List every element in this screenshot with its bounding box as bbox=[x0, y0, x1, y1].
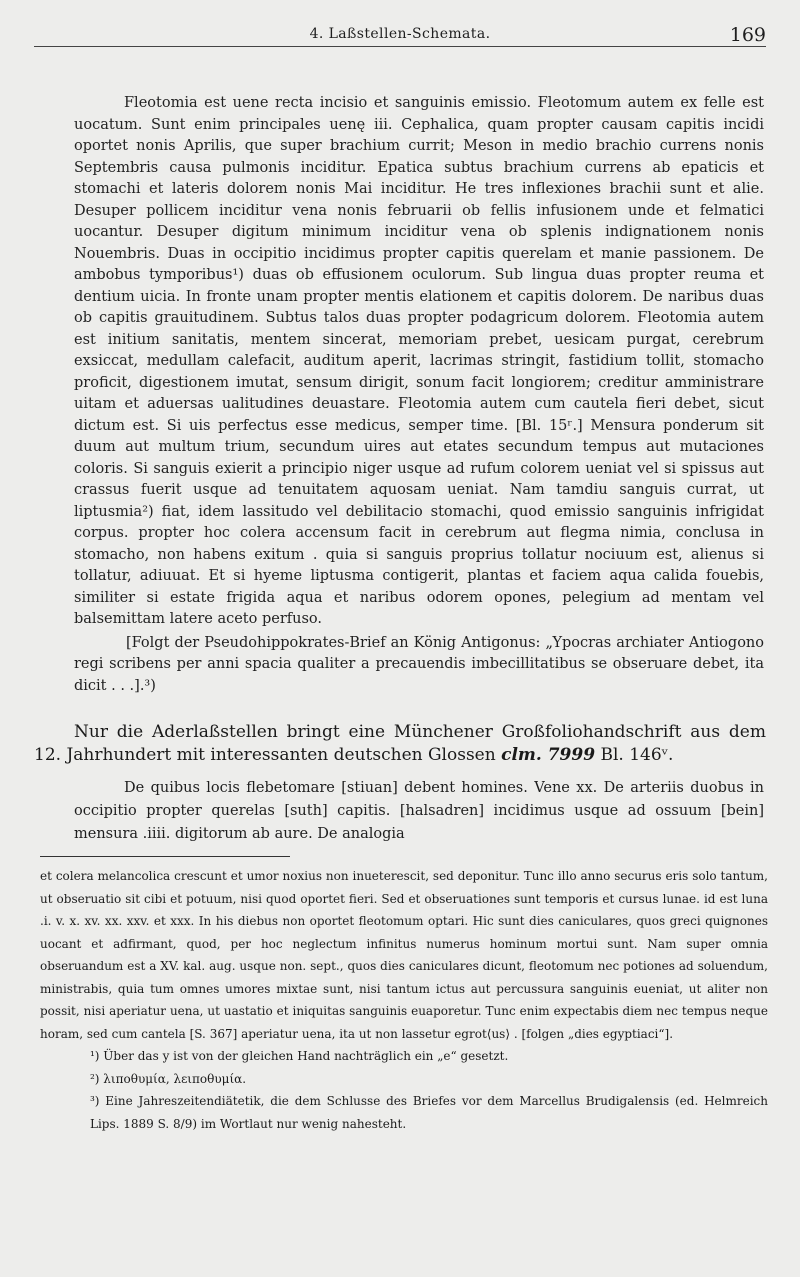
footnote-continuation: et colera melancolica crescunt et umor noxius non inueterescit, sed deponitur. Tunc illo anno securus eris solo tantum, ut obseruatio sit cibi et potuum, nisi quod oportet fieri. Sed et obseruationes sunt temporis et cursus lunae. id est luna .i. v. x. xv. xx. xxv. et xxx. In his diebus non oportet fleotomum optari. Hic sunt dies caniculares, quos greci quignones uocant et adfirmant, quod, per hoc neglectum infinitus numerus hominum mortui sunt. Nam super omnia obseruandum est a XV. kal. aug. usque non. sept., quos dies caniculares dicunt, fleotomum nec potiones ad soluendum, ministrabis, quia tum omnes umores mixtae sunt, nisi tantum ictus aut percussura sanguinis eueniat, ut aliter non possit, nisi aperiatur uena, ut uastatio et iniquitas sanguinis euaporetur. Tunc enim expectabis diem nec tempus neque horam, sed cum cantela [S. 367] aperiatur uena, ita ut non lassetur egrot⟨us⟩ . [folgen „dies egyptiaci“]. bbox=[40, 869, 768, 1041]
running-title: 4. Laßstellen-Schemata. bbox=[309, 26, 491, 42]
manuscript-signature: clm. 7999 bbox=[501, 745, 596, 765]
footnote-2: ²) λιποθυμία, λειποθυμία. bbox=[90, 1071, 247, 1086]
footnotes-block bbox=[40, 865, 768, 1135]
footnote-1: ¹) Über das y ist von der gleichen Hand nachträglich ein „e“ gesetzt. bbox=[90, 1049, 509, 1063]
footnote-divider bbox=[40, 856, 290, 857]
latin-paragraph: Fleotomia est uene recta incisio et sanguinis emissio. Fleotomum autem ex felle est uocatum. Sunt enim principales uenę iii. Cephalica, quam propter causam capitis incidi oportet nonis Aprilis, que super brachium currit; Meson in medio brachio currens nonis Septembris causa pulmonis inciditur. Epatica subtus brachium currens ab epaticis et stomachi et lateris dolorem nonis Mai inciditur. He tres inflexiones brachii sunt et alie. Desuper pollicem inciditur vena nonis februarii ob fellis infusionem unde et felmatici uocantur. Desuper digitum minimum inciditur vena ob splenis indignationem nonis Nouembris. Duas in occipitio incidimus propter capitis querelam et manie passionem. De ambobus tymporibus¹) duas ob effusionem oculorum. Sub lingua duas propter reuma et dentium uicia. In fronte unam propter mentis elationem et capitis dolorem. De naribus duas ob capitis grauitudinem. Subtus talos duas propter podagricum dolorem. Fleotomia autem est initium sanitatis, mentem sincerat, memoriam prebet, uesicam purgat, cerebrum exsiccat, medullam calefacit, auditum aperit, lacrimas stringit, fastidium tollit, stomacho proficit, digestionem imutat, sensum dirigit, sonum facit longiorem; creditur amministrare uitam et aduersas ualitudines deuastare. Fleotomia autem cum cautela fieri debet, sicut dictum est. Si uis perfectus esse medicus, semper time. [Bl. 15ʳ.] Mensura ponderum sit duum aut multum trium, secundum uires aut etates secundum tempus aut mutaciones coloris. Si sanguis exierit a principio niger usque ad rufum colorem ueniat vel si spissus aut crassus fuerit usque ad tenuitatem aquosam ueniat. Nam tamdiu sanguis currat, ut liptusmia²) fiat, idem lassitudo vel debilitacio stomachi, quod emissio sanguinis infrigidat corpus. propter hoc colera accensum facit in cerebrum aut flegma nimia, conclusa in stomacho, non habens exitum . quia si sanguis proprius tollatur nociuum est, alienus si tollatur, adiuuat. Et si hyeme liptusma contigerit, plantas et faciem aqua calida fouebis, similiter si estate frigida aqua et naribus odorem opones, pelegium ad mentam vel balsemittam latere aceto perfuso. bbox=[74, 95, 764, 627]
page-header bbox=[34, 24, 766, 47]
latin-text-block bbox=[74, 93, 764, 697]
quibus-paragraph: De quibus locis flebetomare [stiuan] debent homines. Vene xx. De arteriis duobus in occipitio propter querelas [suth] capitis. [halsadren] incidimus usque ad ossuum [bein] mensura .iiii. digitorum ab aure. De analogia bbox=[74, 780, 764, 842]
footnote-3: ³) Eine Jahreszeitendiätetik, die dem Schlusse des Briefes vor dem Marcellus Brudigalensis (ed. Helmreich Lips. 1889 S. 8/9) im Wortlaut nur wenig nahesteht. bbox=[90, 1094, 768, 1131]
german-text-before: Nur die Aderlaßstellen bringt eine Münchener Großfoliohandschrift aus dem 12. Jahrhundert mit interessanten deutschen Glossen bbox=[34, 722, 766, 765]
german-commentary bbox=[34, 721, 766, 767]
page-number: 169 bbox=[729, 24, 766, 46]
folgt-paragraph: [Folgt der Pseudohippokrates-Brief an König Antigonus: „Ypocras archiater Antiogono regi scribens per anni spacia qualiter a precauendis imbecillitatibus se obseruare debet, ita dicit . . .].³) bbox=[74, 634, 764, 694]
german-text-after: Bl. 146ᵛ. bbox=[595, 745, 674, 765]
